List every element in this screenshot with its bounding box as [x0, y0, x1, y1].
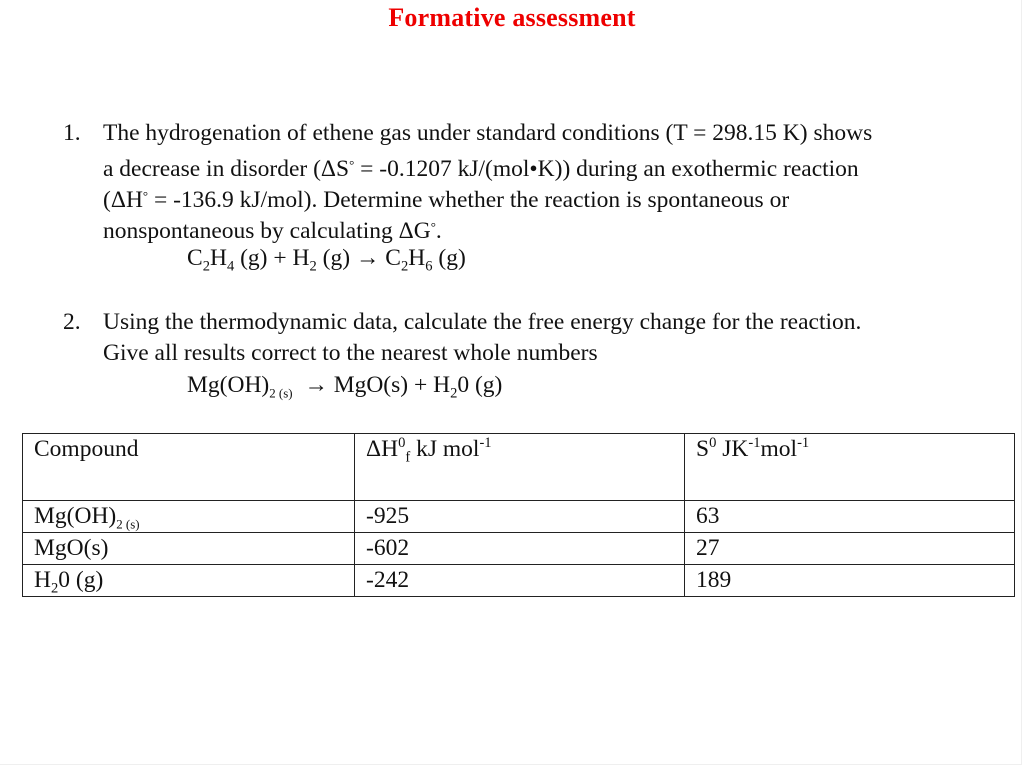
text: (g) [432, 245, 466, 271]
text: H [209, 245, 227, 271]
superscript: -1 [479, 435, 492, 452]
subscript: 6 [425, 258, 433, 275]
text: (g) → C [316, 245, 401, 271]
text: = -136.9 kJ/mol). Determine whether the reaction is spontaneous or [148, 187, 790, 214]
text: ΔH [366, 436, 399, 462]
subscript: f [405, 449, 411, 466]
cell-compound [23, 533, 355, 565]
subscript: 2 [400, 258, 409, 275]
question-number: 1. [63, 120, 81, 146]
text: S [696, 436, 710, 462]
text: (g) + H [234, 245, 310, 271]
text: C [187, 245, 203, 271]
text: = -0.1207 kJ/(mol•K)) during an exothermic reaction [354, 156, 859, 183]
cell-entropy: 27 [685, 533, 1015, 565]
text: 0 (g) [58, 567, 104, 593]
text: H [408, 245, 426, 271]
question-text-line: Give all results correct to the nearest whole numbers [103, 340, 598, 366]
column-header-compound: Compound [23, 434, 355, 501]
degree-symbol: ° [430, 219, 436, 234]
column-header-enthalpy [355, 434, 685, 501]
text: mol [760, 436, 798, 462]
text: The hydrogenation of ethene gas under standard conditions (T = 298.15 K) shows [103, 120, 873, 146]
cell-compound [23, 565, 355, 597]
text: → MgO(s) + H [292, 372, 451, 398]
text: H [34, 567, 51, 593]
cell-compound [23, 501, 355, 533]
table-row [23, 533, 1015, 565]
superscript: 0 [398, 435, 406, 452]
cell-enthalpy: -925 [355, 501, 685, 533]
cell-entropy: 189 [685, 565, 1015, 597]
text: nonspontaneous by calculating ΔG [103, 218, 431, 245]
subscript: 4 [226, 258, 235, 275]
table-row [23, 501, 1015, 533]
text: . [435, 218, 442, 245]
subscript: 2 (s) [116, 516, 140, 532]
text: MgO(s) [34, 535, 109, 561]
degree-symbol: ° [349, 157, 355, 172]
text: kJ mol [410, 436, 480, 462]
text: a decrease in disorder (ΔS [103, 156, 350, 183]
table-row [23, 565, 1015, 597]
text: 0 (g) [457, 372, 503, 398]
superscript: -1 [797, 435, 810, 452]
thermodynamic-data-table [22, 433, 1015, 597]
subscript: 2 [50, 580, 59, 597]
degree-symbol: ° [142, 188, 149, 203]
text: Mg(OH) [187, 372, 270, 398]
text: Mg(OH) [34, 503, 117, 529]
subscript: 2 [309, 258, 317, 275]
subscript: 2 [202, 258, 210, 275]
table-header-row [23, 434, 1015, 501]
text: (ΔH [103, 187, 143, 214]
slide-title: Formative assessment [388, 3, 636, 32]
cell-entropy: 63 [685, 501, 1015, 533]
question-text-line [103, 118, 872, 149]
superscript: -1 [748, 435, 761, 452]
chemical-equation [187, 243, 466, 274]
cell-enthalpy: -242 [355, 565, 685, 597]
text: JK [716, 436, 749, 462]
superscript: 0 [709, 435, 717, 452]
subscript: 2 (s) [269, 385, 293, 401]
question-text-line [103, 211, 442, 247]
subscript: 2 [450, 385, 458, 402]
column-header-entropy [685, 434, 1015, 501]
question-number: 2. [63, 309, 81, 335]
cell-enthalpy: -602 [355, 533, 685, 565]
question-text-line: Using the thermodynamic data, calculate the free energy change for the reaction. [103, 309, 862, 335]
chemical-equation [187, 370, 502, 401]
